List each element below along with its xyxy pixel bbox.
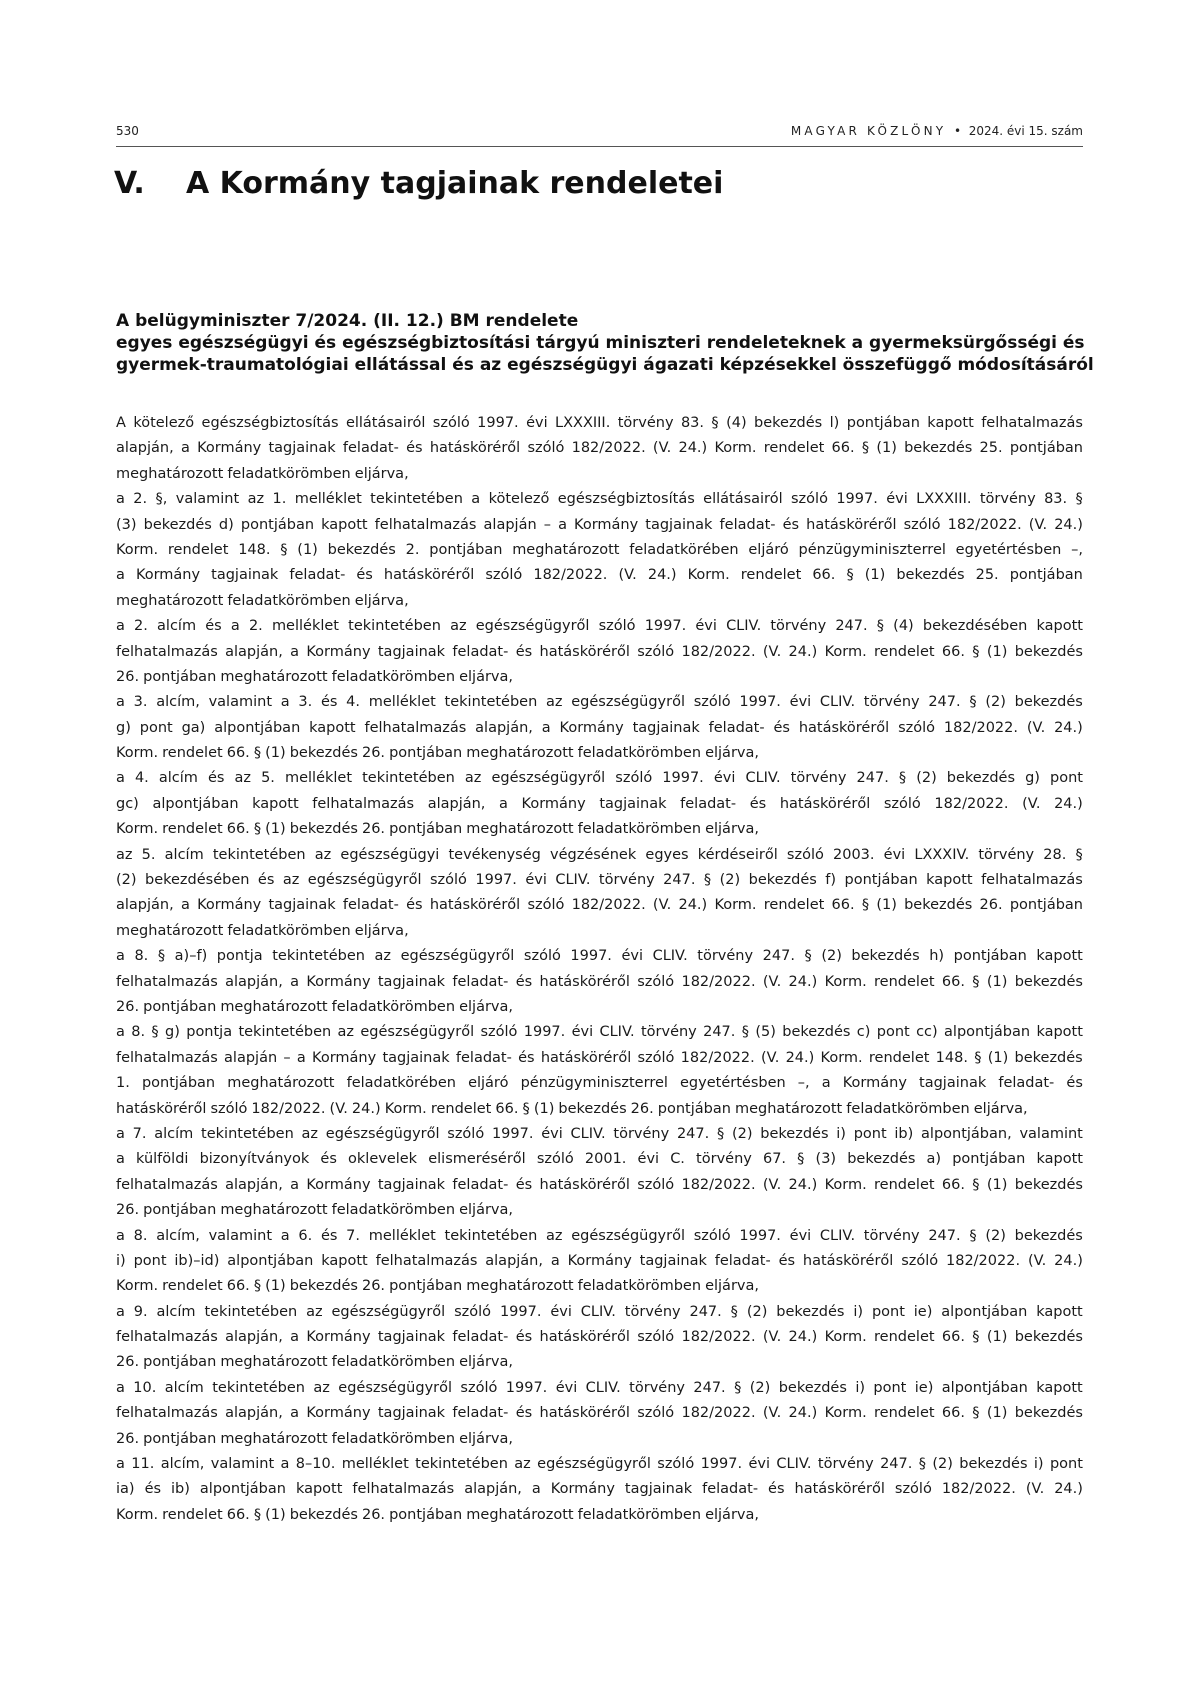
body-line: a 8. § a)–f) pontja tekintetében az egészségügyről szóló 1997. évi CLIV. törvény 247. § (2) bekezdés h) pontjában kapott [116, 948, 1083, 965]
section-heading [114, 166, 723, 201]
body-line: gc) alpontjában kapott felhatalmazás alapján, a Kormány tagjainak feladat- és hatásköréről szóló 182/2022. (V. 24.) [116, 795, 1083, 812]
body-line: ia) és ib) alpontjában kapott felhatalmazás alapján, a Kormány tagjainak feladat- és hatásköréről szóló 182/2022. (V. 24.) [116, 1481, 1083, 1498]
body-line: Korm. rendelet 66. § (1) bekezdés 26. pontjában meghatározott feladatkörömben eljárva, [116, 1506, 759, 1523]
header-separator: • [953, 124, 962, 138]
body-line: felhatalmazás alapján, a Kormány tagjainak feladat- és hatásköréről szóló 182/2022. (V. 24.) Korm. rendelet 66. § (1) bekezdés [116, 1329, 1083, 1346]
body-line: a 2. §, valamint az 1. melléklet tekintetében a kötelező egészségbiztosítás ellátásairól szóló 1997. évi LXXXIII. törvény 83. § [116, 491, 1083, 508]
body-line: felhatalmazás alapján – a Kormány tagjainak feladat- és hatásköréről szóló 182/2022. (V. 24.) Korm. rendelet 148. § (1) bekezdés [116, 1049, 1083, 1066]
body-line: 26. pontjában meghatározott feladatkörömben eljárva, [116, 1430, 513, 1447]
body-line: a 10. alcím tekintetében az egészségügyről szóló 1997. évi CLIV. törvény 247. § (2) bekezdés i) pont ie) alpontjában kapott [116, 1379, 1083, 1396]
body-line: felhatalmazás alapján, a Kormány tagjainak feladat- és hatásköréről szóló 182/2022. (V. 24.) Korm. rendelet 66. § (1) bekezdés [116, 643, 1083, 660]
body-line: Korm. rendelet 148. § (1) bekezdés 2. pontjában meghatározott feladatkörében eljáró pénzügyminiszterrel egyetértésben –, [116, 541, 1083, 558]
body-line: Korm. rendelet 66. § (1) bekezdés 26. pontjában meghatározott feladatkörömben eljárva, [116, 1278, 759, 1295]
body-line: felhatalmazás alapján, a Kormány tagjainak feladat- és hatásköréről szóló 182/2022. (V. 24.) Korm. rendelet 66. § (1) bekezdés [116, 1176, 1083, 1193]
body-line: 26. pontjában meghatározott feladatkörömben eljárva, [116, 668, 513, 685]
body-line: a 8. alcím, valamint a 6. és 7. melléklet tekintetében az egészségügyről szóló 1997. évi CLIV. törvény 247. § (2) bekezdés [116, 1227, 1083, 1244]
body-line: g) pont ga) alpontjában kapott felhatalmazás alapján, a Kormány tagjainak feladat- és hatásköréről szóló 182/2022. (V. 24.) [116, 719, 1083, 736]
body-line: hatásköréről szóló 182/2022. (V. 24.) Korm. rendelet 66. § (1) bekezdés 26. pontjában meghatározott feladatkörömben eljárva, [116, 1100, 1028, 1117]
body-line: 26. pontjában meghatározott feladatkörömben eljárva, [116, 1202, 513, 1219]
body-line: meghatározott feladatkörömben eljárva, [116, 465, 409, 482]
decree-title-line: A belügyminiszter 7/2024. (II. 12.) BM rendelete [116, 311, 579, 331]
issue-number: 2024. évi 15. szám [968, 124, 1083, 138]
body-line: felhatalmazás alapján, a Kormány tagjainak feladat- és hatásköréről szóló 182/2022. (V. 24.) Korm. rendelet 66. § (1) bekezdés [116, 973, 1083, 990]
section-number: V. [114, 166, 145, 201]
running-head [791, 124, 1083, 138]
body-line: a 7. alcím tekintetében az egészségügyről szóló 1997. évi CLIV. törvény 247. § (2) bekezdés i) pont ib) alpontjában, valamint [116, 1125, 1083, 1142]
body-line: alapján, a Kormány tagjainak feladat- és hatásköréről szóló 182/2022. (V. 24.) Korm. rendelet 66. § (1) bekezdés 26. pontjában [116, 897, 1083, 914]
body-line: Korm. rendelet 66. § (1) bekezdés 26. pontjában meghatározott feladatkörömben eljárva, [116, 745, 759, 762]
body-line: az 5. alcím tekintetében az egészségügyi tevékenység végzésének egyes kérdéseiről szóló 2003. évi LXXXIV. törvény 28. § [116, 846, 1083, 863]
decree-title [116, 310, 1094, 376]
body-line: 26. pontjában meghatározott feladatkörömben eljárva, [116, 1354, 513, 1371]
body-line: a külföldi bizonyítványok és oklevelek elismeréséről szóló 2001. évi C. törvény 67. § (3) bekezdés a) pontjában kapott [116, 1151, 1083, 1168]
body-line: i) pont ib)–id) alpontjában kapott felhatalmazás alapján, a Kormány tagjainak feladat- és hatásköréről szóló 182/2022. (V. 24.) [116, 1252, 1083, 1269]
body-line: a 8. § g) pontja tekintetében az egészségügyről szóló 1997. évi CLIV. törvény 247. § (5) bekezdés c) pont cc) alpontjában kapott [116, 1024, 1083, 1041]
body-line: a 4. alcím és az 5. melléklet tekintetében az egészségügyről szóló 1997. évi CLIV. törvény 247. § (2) bekezdés g) pont [116, 770, 1083, 787]
body-line: a 9. alcím tekintetében az egészségügyről szóló 1997. évi CLIV. törvény 247. § (2) bekezdés i) pont ie) alpontjában kapott [116, 1303, 1083, 1320]
body-line: Korm. rendelet 66. § (1) bekezdés 26. pontjában meghatározott feladatkörömben eljárva, [116, 821, 759, 838]
section-title: A Kormány tagjainak rendeletei [186, 166, 724, 201]
body-line: alapján, a Kormány tagjainak feladat- és hatásköréről szóló 182/2022. (V. 24.) Korm. rendelet 66. § (1) bekezdés 25. pontjában [116, 440, 1083, 457]
header-divider [116, 146, 1083, 147]
body-line: felhatalmazás alapján, a Kormány tagjainak feladat- és hatásköréről szóló 182/2022. (V. 24.) Korm. rendelet 66. § (1) bekezdés [116, 1405, 1083, 1422]
body-line: meghatározott feladatkörömben eljárva, [116, 922, 409, 939]
body-line: (3) bekezdés d) pontjában kapott felhatalmazás alapján – a Kormány tagjainak feladat- és hatásköréről szóló 182/2022. (V. 24.) [116, 516, 1083, 533]
page-header [116, 124, 1083, 144]
body-line: a Kormány tagjainak feladat- és hatásköréről szóló 182/2022. (V. 24.) Korm. rendelet 66. § (1) bekezdés 25. pontjában [116, 567, 1083, 584]
page-number: 530 [116, 124, 139, 138]
journal-name: MAGYAR KÖZLÖNY [790, 124, 947, 138]
body-line: meghatározott feladatkörömben eljárva, [116, 592, 409, 609]
decree-title-line: gyermek-traumatológiai ellátással és az egészségügyi ágazati képzésekkel összefüggő módosításáról [116, 355, 1094, 375]
body-line: (2) bekezdésében és az egészségügyről szóló 1997. évi CLIV. törvény 247. § (2) bekezdés f) pontjában kapott felhatalmazás [116, 872, 1083, 889]
body-line: a 3. alcím, valamint a 3. és 4. melléklet tekintetében az egészségügyről szóló 1997. évi CLIV. törvény 247. § (2) bekezdés [116, 694, 1083, 711]
body-line: A kötelező egészségbiztosítás ellátásairól szóló 1997. évi LXXXIII. törvény 83. § (4) bekezdés l) pontjában kapott felhatalmazás [116, 415, 1083, 431]
body-line: 1. pontjában meghatározott feladatkörében eljáró pénzügyminiszterrel egyetértésben –, a Kormány tagjainak feladat- és [116, 1075, 1083, 1092]
preamble-text [116, 411, 1083, 1528]
body-line: 26. pontjában meghatározott feladatkörömben eljárva, [116, 998, 513, 1015]
decree-title-line: egyes egészségügyi és egészségbiztosítási tárgyú miniszteri rendeleteknek a gyermeksürgősségi és [116, 333, 1085, 353]
body-line: a 2. alcím és a 2. melléklet tekintetében az egészségügyről szóló 1997. évi CLIV. törvény 247. § (4) bekezdésében kapott [116, 618, 1083, 635]
body-line: a 11. alcím, valamint a 8–10. melléklet tekintetében az egészségügyről szóló 1997. évi CLIV. törvény 247. § (2) bekezdés i) pont [116, 1456, 1083, 1473]
